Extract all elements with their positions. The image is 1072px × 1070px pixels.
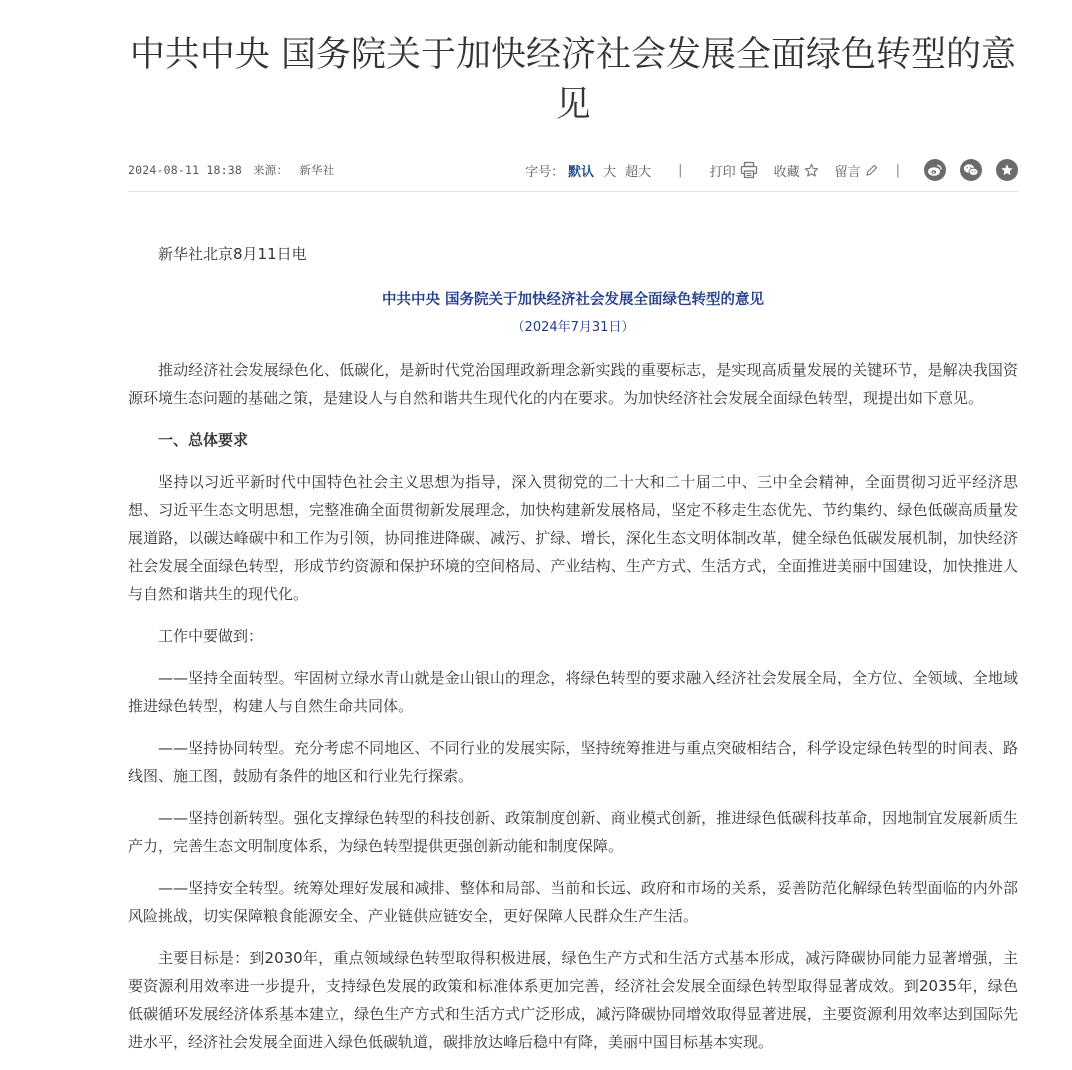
font-size-xlarge-button[interactable]: 超大	[625, 164, 652, 180]
paragraph: 工作中要做到：	[158, 627, 264, 645]
paragraph-intro: 推动经济社会发展绿色化、低碳化，是新时代党治国理政新理念新实践的重要标志，是实现高质量发展的关键环节，是解决我国资源环境生态问题的基础之策，是建设人与自然和谐共生现代化的内在要求。为加快经济社会发展全面绿色转型，现提出如下意见。	[128, 361, 1018, 407]
share-buttons	[910, 159, 1018, 181]
star-circle-icon	[1000, 163, 1014, 177]
weibo-icon	[927, 163, 943, 177]
print-label: 打印	[709, 164, 736, 180]
section-heading: 一、总体要求	[158, 431, 249, 449]
wechat-icon	[963, 163, 979, 177]
favorite-button[interactable]	[774, 161, 819, 180]
source-label: 来源：	[253, 163, 289, 177]
share-wechat-button[interactable]	[960, 159, 982, 181]
toolbar-separator-2: |	[895, 162, 900, 178]
document-title: 中共中央 国务院关于加快经济社会发展全面绿色转型的意见	[381, 292, 765, 308]
font-size-label: 字号：	[525, 164, 565, 180]
star-outline-icon	[804, 163, 819, 178]
font-size-large-button[interactable]: 大	[603, 164, 617, 180]
paragraph: 主要目标是：到2030年，重点领域绿色转型取得积极进展，绿色生产方式和生活方式基本形成，减污降碳协同能力显著增强，主要资源利用效率进一步提升，支持绿色发展的政策和标准体系更加完善，经济社会发展全面绿色转型取得显著成效。到2035年，绿色低碳循环发展经济体系基本建立，绿色生产方式和生活方式广泛形成，减污降碳协同增效取得显著进展，主要资源利用效率达到国际先进水平，经济社会发展全面进入绿色低碳轨道，碳排放达峰后稳中有降，美丽中国目标基本实现。	[128, 949, 1018, 1051]
publish-datetime: 2024-08-11 18:38	[128, 163, 242, 177]
paragraph: ——坚持创新转型。强化支撑绿色转型的科技创新、政策制度创新、商业模式创新，推进绿色低碳科技革命，因地制宜发展新质生产力，完善生态文明制度体系，为绿色转型提供更强创新动能和制度保障。	[128, 809, 1018, 855]
article-body	[128, 240, 1018, 1070]
source-name: 新华社	[299, 163, 335, 177]
pencil-icon	[865, 164, 878, 177]
document-date: （2024年7月31日）	[511, 320, 635, 335]
comment-label: 留言	[834, 164, 861, 180]
font-size-default-button[interactable]: 默认	[568, 164, 595, 180]
toolbar-separator: |	[678, 162, 683, 178]
article-toolbar	[525, 154, 1018, 186]
collect-button[interactable]	[996, 159, 1018, 181]
article-meta-bar	[128, 154, 1018, 186]
paragraph: ——坚持全面转型。牢固树立绿水青山就是金山银山的理念，将绿色转型的要求融入经济社会发展全局，全方位、全领域、全地域推进绿色转型，构建人与自然生命共同体。	[128, 669, 1018, 715]
article-title: 中共中央 国务院关于加快经济社会发展全面绿色转型的意见	[129, 35, 1017, 125]
article-info	[128, 162, 338, 178]
dateline: 新华社北京8月11日电	[158, 245, 307, 263]
favorite-label: 收藏	[773, 164, 800, 180]
paragraph: 坚持以习近平新时代中国特色社会主义思想为指导，深入贯彻党的二十大和二十届二中、三中全会精神，全面贯彻习近平经济思想、习近平生态文明思想，完整准确全面贯彻新发展理念，加快构建新发展格局，坚定不移走生态优先、节约集约、绿色低碳高质量发展道路，以碳达峰碳中和工作为引领，协同推进降碳、减污、扩绿、增长，深化生态文明体制改革，健全绿色低碳发展机制，加快经济社会发展全面绿色转型，形成节约资源和保护环境的空间格局、产业结构、生产方式、生活方式，全面推进美丽中国建设，加快推进人与自然和谐共生的现代化。	[128, 473, 1018, 603]
share-weibo-button[interactable]	[924, 159, 946, 181]
comment-button[interactable]	[835, 161, 878, 180]
paragraph: ——坚持安全转型。统筹处理好发展和减排、整体和局部、当前和长远、政府和市场的关系，妥善防范化解绿色转型面临的内外部风险挑战，切实保障粮食能源安全、产业链供应链安全，更好保障人民群众生产生活。	[128, 879, 1018, 925]
header-divider	[128, 191, 1018, 192]
paragraph: ——坚持协同转型。充分考虑不同地区、不同行业的发展实际，坚持统筹推进与重点突破相结合，科学设定绿色转型的时间表、路线图、施工图，鼓励有条件的地区和行业先行探索。	[128, 739, 1018, 785]
print-button[interactable]	[710, 161, 758, 180]
printer-icon	[740, 161, 758, 179]
